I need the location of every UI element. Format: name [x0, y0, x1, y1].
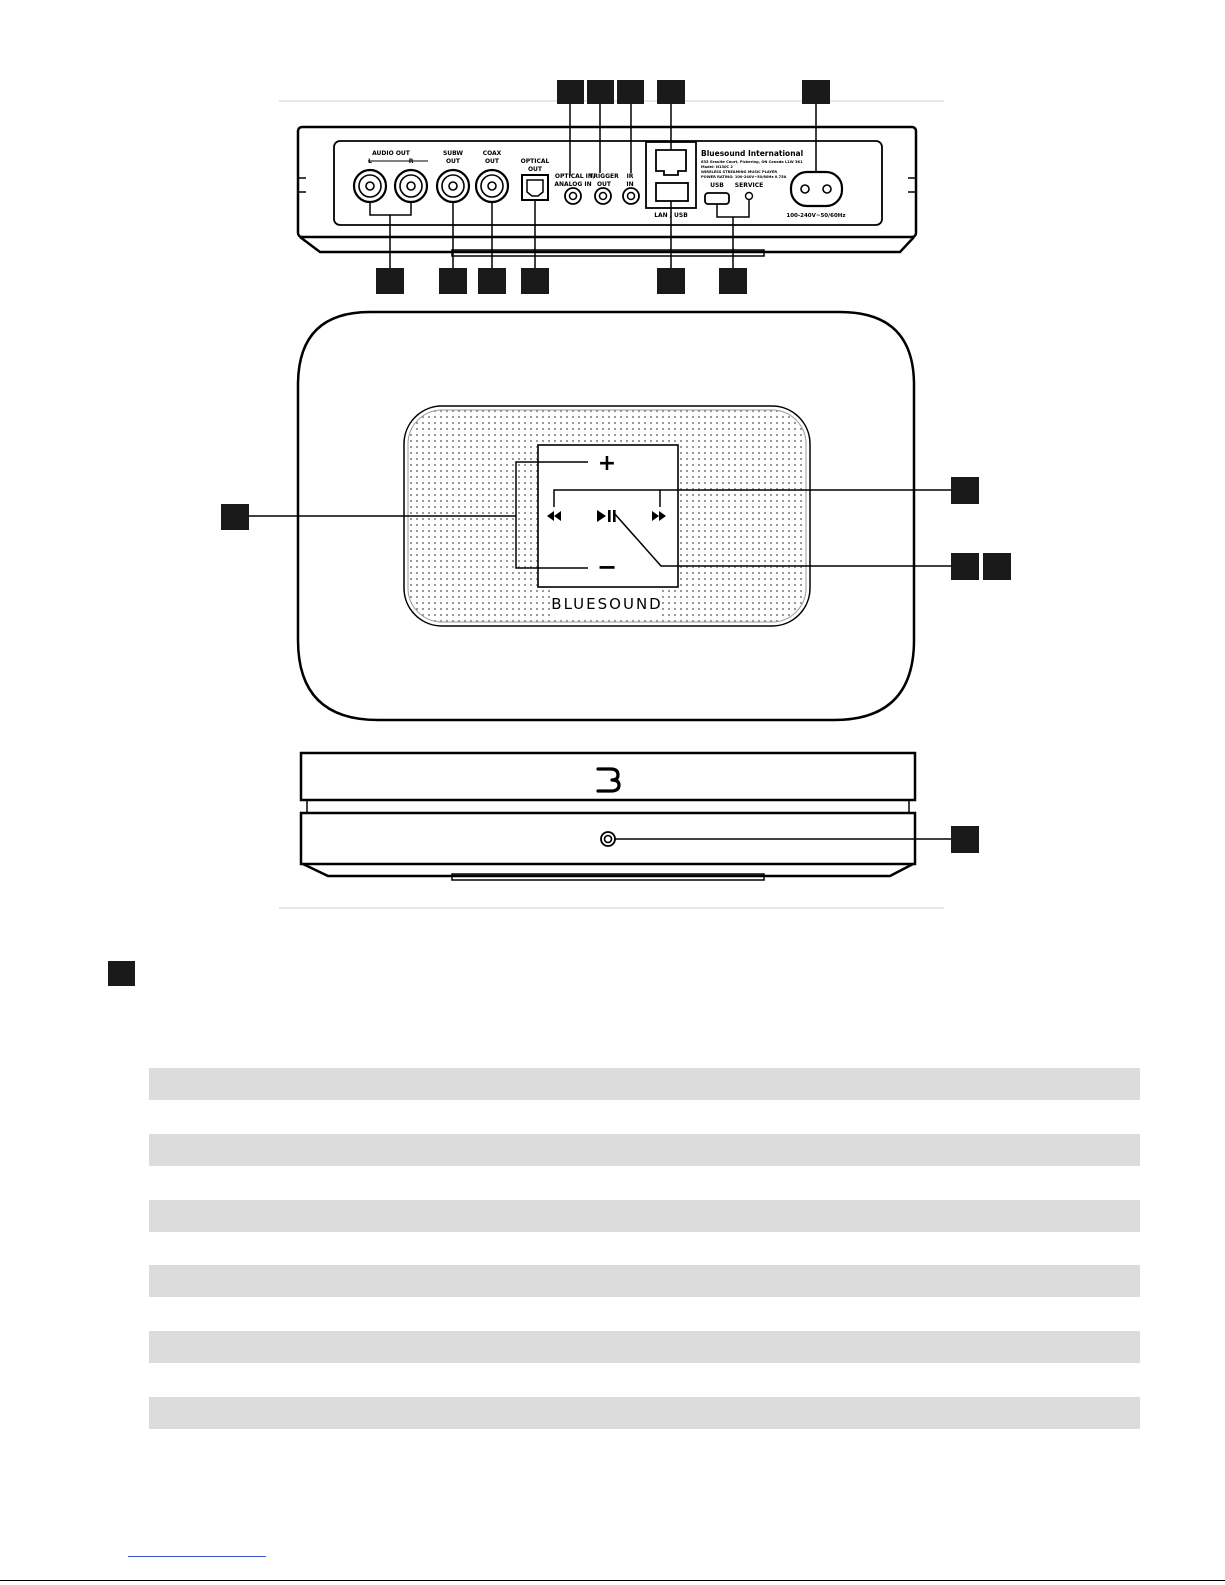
volume-up-button[interactable]: +: [597, 451, 617, 476]
table-row: [149, 1397, 1140, 1429]
usb-a-port: [656, 183, 688, 201]
trigger-out-jack: [595, 188, 611, 204]
usb-label: USB: [710, 182, 724, 189]
callout-marker: [719, 268, 747, 294]
micro-usb-port: [705, 193, 729, 204]
subwoofer-out-jack: [437, 170, 469, 202]
fine-print-4: POWER RATING: 100-240V~50/60Hz 0.75A: [701, 175, 787, 179]
footer-link[interactable]: [128, 1556, 266, 1557]
trigger-label-line2: OUT: [596, 181, 612, 188]
audio-out-label: AUDIO OUT: [372, 150, 410, 157]
ir-label-line1: IR: [626, 173, 634, 180]
audio-out-left-jack: [354, 170, 386, 202]
right-label: R: [408, 158, 414, 165]
optical-analog-in-jack: [565, 188, 581, 204]
callout-marker: [657, 268, 685, 294]
callout-marker: [221, 504, 249, 530]
service-label: SERVICE: [734, 182, 764, 189]
coax-label-line2: OUT: [484, 158, 500, 165]
fine-print-3: WIRELESS STREAMING MUSIC PLAYER: [701, 170, 778, 174]
callout-marker: [951, 477, 979, 504]
callout-marker: [587, 80, 614, 104]
optical-out-label-line1: OPTICAL: [520, 158, 550, 165]
callout-marker: [376, 268, 404, 294]
callout-marker: [439, 268, 467, 294]
callout-marker: [951, 553, 979, 580]
footer-rule: [0, 1580, 1225, 1581]
bluesound-logo-icon: [598, 769, 619, 791]
table-row: [149, 1200, 1140, 1232]
callout-marker: [557, 80, 584, 104]
fine-print-1: 633 Granite Court, Pickering, ON Canada L1W 3K1: [701, 160, 803, 164]
callout-marker: [802, 80, 830, 104]
optical-out-label-line2: OUT: [527, 166, 543, 173]
service-pinhole: [746, 193, 753, 200]
lan-usb-label: LAN / USB: [654, 212, 688, 219]
brand-logo-text: BLUESOUND: [551, 595, 663, 613]
volume-down-button[interactable]: −: [596, 553, 618, 581]
callout-marker: [657, 80, 685, 104]
section-badge: [108, 961, 135, 986]
front-upper-chassis: [301, 753, 915, 800]
table-row: [149, 1134, 1140, 1166]
brand-title: Bluesound International: [701, 149, 804, 158]
callout-marker: [617, 80, 644, 104]
lan-port: [656, 150, 686, 175]
rear-panel-labels: [368, 149, 846, 219]
coax-label-line1: COAX: [482, 150, 502, 157]
callout-marker: [521, 268, 549, 294]
callout-marker: [478, 268, 506, 294]
optical-out-port: [522, 175, 548, 200]
ir-in-jack: [623, 188, 639, 204]
subw-label-line2: OUT: [445, 158, 461, 165]
power-inlet: [791, 172, 842, 206]
fine-print-2: Model: N130C 2: [701, 165, 733, 169]
coax-out-jack: [476, 170, 508, 202]
audio-out-right-jack: [395, 170, 427, 202]
analog-in-label: ANALOG IN: [554, 181, 592, 188]
table-row: [149, 1068, 1140, 1100]
headphone-jack-icon: [601, 832, 615, 846]
subw-label-line1: SUBW: [442, 150, 464, 157]
callout-marker: [951, 826, 979, 853]
ir-label-line2: IN: [626, 181, 634, 188]
front-panel: [301, 753, 951, 880]
left-label: L: [368, 158, 372, 165]
table-row: [149, 1265, 1140, 1297]
power-rating-label: 100-240V~50/60Hz: [786, 213, 846, 219]
callout-marker: [983, 553, 1011, 580]
trigger-label-line1: TRIGGER: [589, 173, 619, 180]
optical-in-label: OPTICAL IN/: [554, 173, 596, 180]
table-row: [149, 1331, 1140, 1363]
